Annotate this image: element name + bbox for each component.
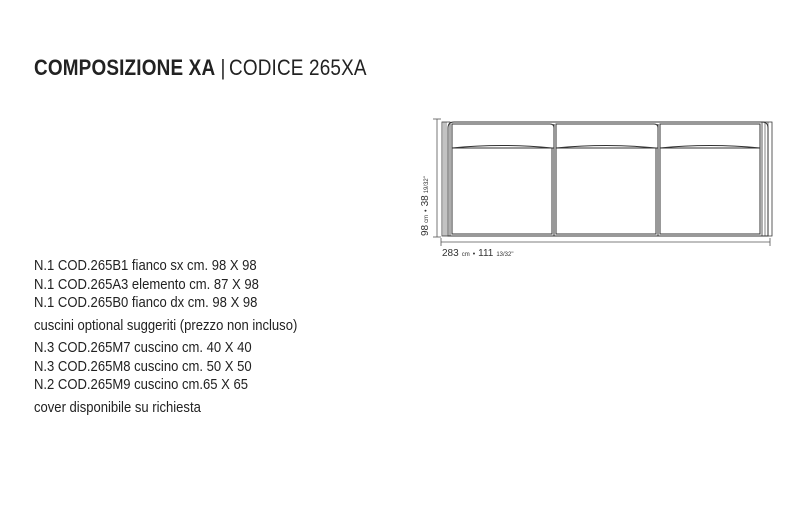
cushion-line: N.3 COD.265M8 cuscino cm. 50 X 50 bbox=[34, 358, 252, 375]
sofa-technical-drawing bbox=[412, 112, 792, 262]
right-armrest bbox=[762, 122, 772, 236]
backrest-left bbox=[452, 124, 554, 148]
element-line: N.1 COD.265B0 fianco dx cm. 98 X 98 bbox=[34, 295, 258, 311]
element-line: N.1 COD.265A3 elemento cm. 87 X 98 bbox=[34, 276, 259, 293]
depth-dimension-line bbox=[433, 119, 441, 237]
depth-label bbox=[420, 176, 431, 236]
seat-left bbox=[452, 146, 552, 235]
backrest-right bbox=[660, 124, 760, 148]
width-dimension-line bbox=[441, 238, 770, 246]
composition-specs bbox=[34, 257, 297, 417]
cushion-line: N.2 COD.265M9 cuscino cm.65 X 65 bbox=[34, 377, 248, 393]
seat-center bbox=[556, 146, 656, 235]
cushions-note: cuscini optional suggeriti (prezzo non incluso) bbox=[34, 317, 298, 334]
width-inches: 111 bbox=[478, 248, 494, 259]
composition-name: COMPOSIZIONE XA bbox=[34, 55, 216, 80]
width-inches-fraction: 13/32" bbox=[496, 252, 514, 258]
cushion-line: N.3 COD.265M7 cuscino cm. 40 X 40 bbox=[34, 340, 252, 356]
svg-text:98cm•3819/32" bbox=[420, 176, 431, 236]
element-line: N.1 COD.265B1 fianco sx cm. 98 X 98 bbox=[34, 258, 257, 274]
product-code: CODICE 265XA bbox=[228, 55, 367, 80]
cushions-list bbox=[34, 339, 297, 395]
depth-bullet: • bbox=[423, 209, 430, 212]
title-separator: | bbox=[220, 55, 226, 80]
depth-inches-fraction: 19/32" bbox=[424, 176, 430, 194]
depth-inches: 38 bbox=[420, 195, 431, 207]
width-cm: 283 bbox=[442, 248, 459, 259]
page-title bbox=[34, 55, 367, 81]
sofa-base bbox=[448, 122, 768, 236]
seat-right bbox=[660, 146, 760, 235]
depth-cm: 98 bbox=[420, 224, 431, 236]
width-unit: cm bbox=[461, 252, 470, 258]
backrest-center bbox=[556, 124, 658, 148]
width-label bbox=[442, 248, 514, 259]
depth-unit: cm bbox=[424, 214, 430, 223]
width-bullet: • bbox=[472, 251, 476, 258]
sofa-outline bbox=[442, 122, 772, 236]
elements-list bbox=[34, 257, 297, 313]
cover-note: cover disponibile su richiesta bbox=[34, 399, 201, 416]
